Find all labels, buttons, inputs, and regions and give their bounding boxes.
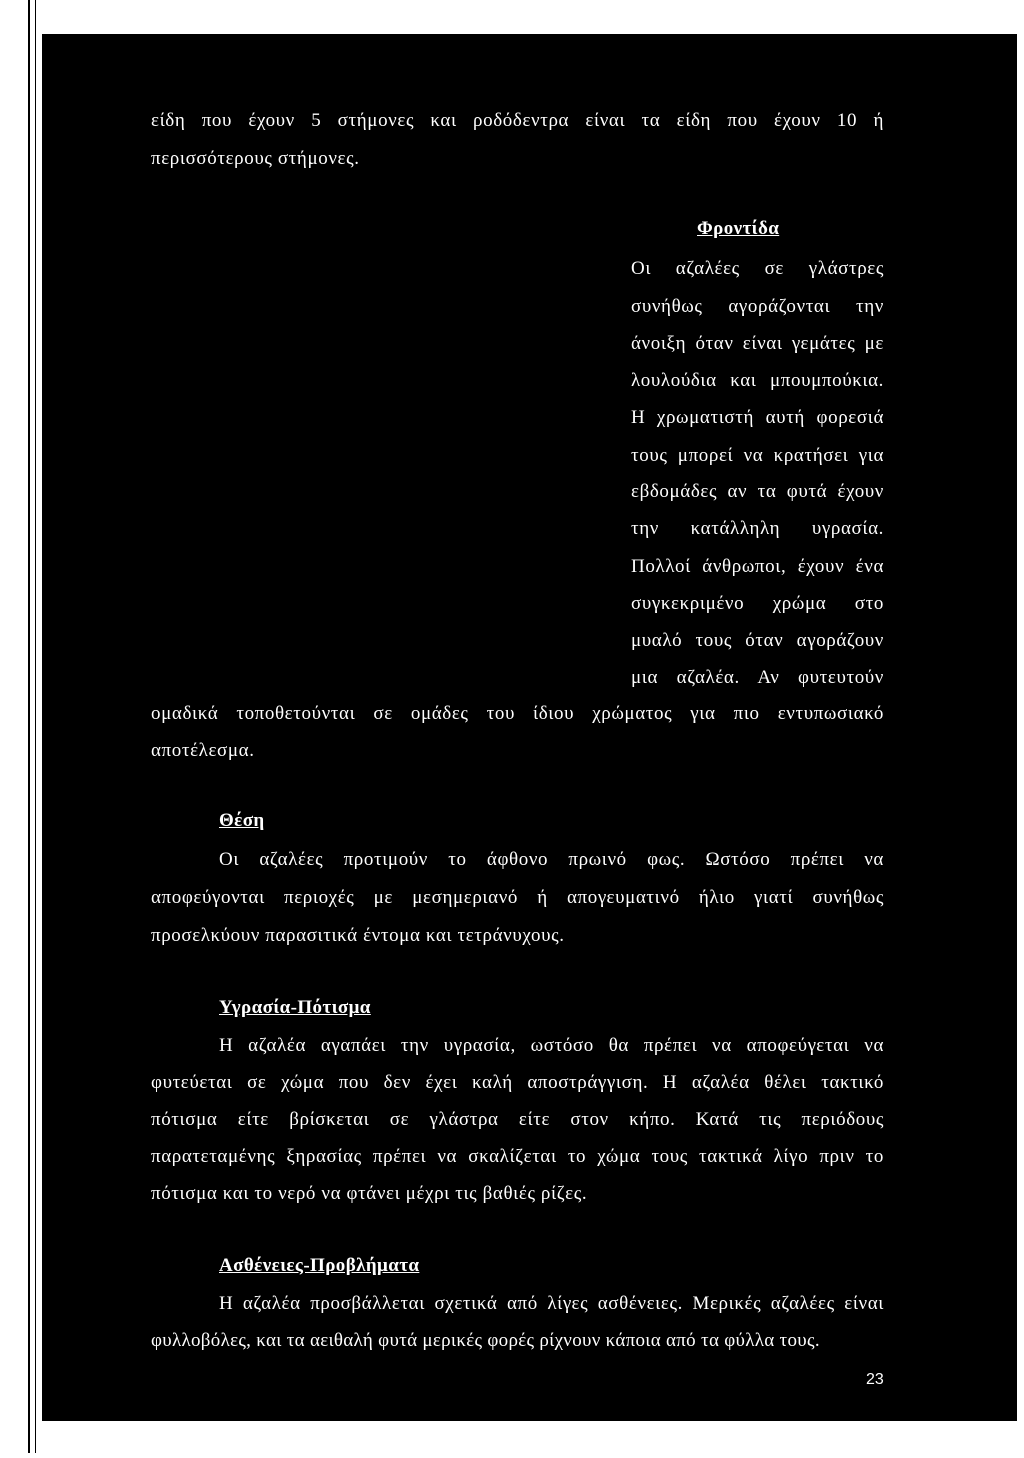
watering-line-3: πότισμα είτε βρίσκεται σε γλάστρα είτε στον κήπο. Κατά τις περιόδους xyxy=(151,1109,884,1130)
page-margin-left xyxy=(0,34,36,1458)
position-line-2: αποφεύγονται περιοχές με μεσημεριανό ή απογευματινό ήλιο γιατί συνήθως xyxy=(151,887,884,908)
position-line-1: Οι αζαλέες προτιμούν το άφθονο πρωινό φως. Ωστόσο πρέπει να xyxy=(219,849,884,870)
care-line-4: λουλούδια και μπουμπούκια. xyxy=(631,370,884,391)
page-number: 23 xyxy=(866,1371,884,1388)
care-line-12: μια αζαλέα. Αν φυτευτούν xyxy=(631,667,884,688)
intro-line-1: είδη που έχουν 5 στήμονες και ροδόδεντρα είναι τα είδη που έχουν 10 ή xyxy=(151,110,884,131)
diseases-heading: Ασθένειες-Προβλήματα xyxy=(219,1255,420,1276)
care-line-full: ομαδικά τοποθετούνται σε ομάδες του ίδιου χρώματος για πιο εντυπωσιακό xyxy=(151,703,884,724)
edge-line-1 xyxy=(28,0,30,1458)
position-line-3: προσελκύουν παρασιτικά έντομα και τετράνυχους. xyxy=(151,925,565,946)
watering-line-1: Η αζαλέα αγαπάει την υγρασία, ωστόσο θα πρέπει να αποφεύγεται να xyxy=(219,1035,884,1056)
watering-line-4: παρατεταμένης ξηρασίας πρέπει να σκαλίζεται το χώμα τους τακτικά λίγο πριν το xyxy=(151,1146,884,1167)
page-background xyxy=(42,34,1017,1421)
care-line-11: μυαλό τους όταν αγοράζουν xyxy=(631,630,884,651)
care-line-2: συνήθως αγοράζονται την xyxy=(631,296,884,317)
watering-line-5: πότισμα και το νερό να φτάνει μέχρι τις βαθιές ρίζες. xyxy=(151,1183,588,1204)
care-line-3: άνοιξη όταν είναι γεμάτες με xyxy=(631,333,884,354)
care-line-last: αποτέλεσμα. xyxy=(151,740,255,761)
position-heading: Θέση xyxy=(219,810,265,831)
page-margin-bottom xyxy=(0,1453,1024,1458)
care-heading: Φροντίδα xyxy=(697,218,780,239)
watering-heading: Υγρασία-Πότισμα xyxy=(219,997,371,1018)
care-line-5: Η χρωματιστή αυτή φορεσιά xyxy=(631,407,884,428)
edge-line-2 xyxy=(35,0,36,1458)
care-line-10: συγκεκριμένο χρώμα στο xyxy=(631,593,884,614)
watering-line-2: φυτεύεται σε χώμα που δεν έχει καλή αποστράγγιση. Η αζαλέα θέλει τακτικό xyxy=(151,1072,884,1093)
care-line-9: Πολλοί άνθρωποι, έχουν ένα xyxy=(631,556,884,577)
intro-line-2: περισσότερους στήμονες. xyxy=(151,148,360,169)
care-line-6: τους μπορεί να κρατήσει για xyxy=(631,445,884,466)
care-line-7: εβδομάδες αν τα φυτά έχουν xyxy=(631,481,884,502)
diseases-line-1: Η αζαλέα προσβάλλεται σχετικά από λίγες ασθένειες. Μερικές αζαλέες είναι xyxy=(219,1293,884,1314)
diseases-line-2: φυλλοβόλες, και τα αειθαλή φυτά μερικές φορές ρίχνουν κάποια από τα φύλλα τους. xyxy=(151,1330,820,1351)
care-line-8: την κατάλληλη υγρασία. xyxy=(631,518,884,539)
care-line-1: Οι αζαλέες σε γλάστρες xyxy=(631,258,884,279)
